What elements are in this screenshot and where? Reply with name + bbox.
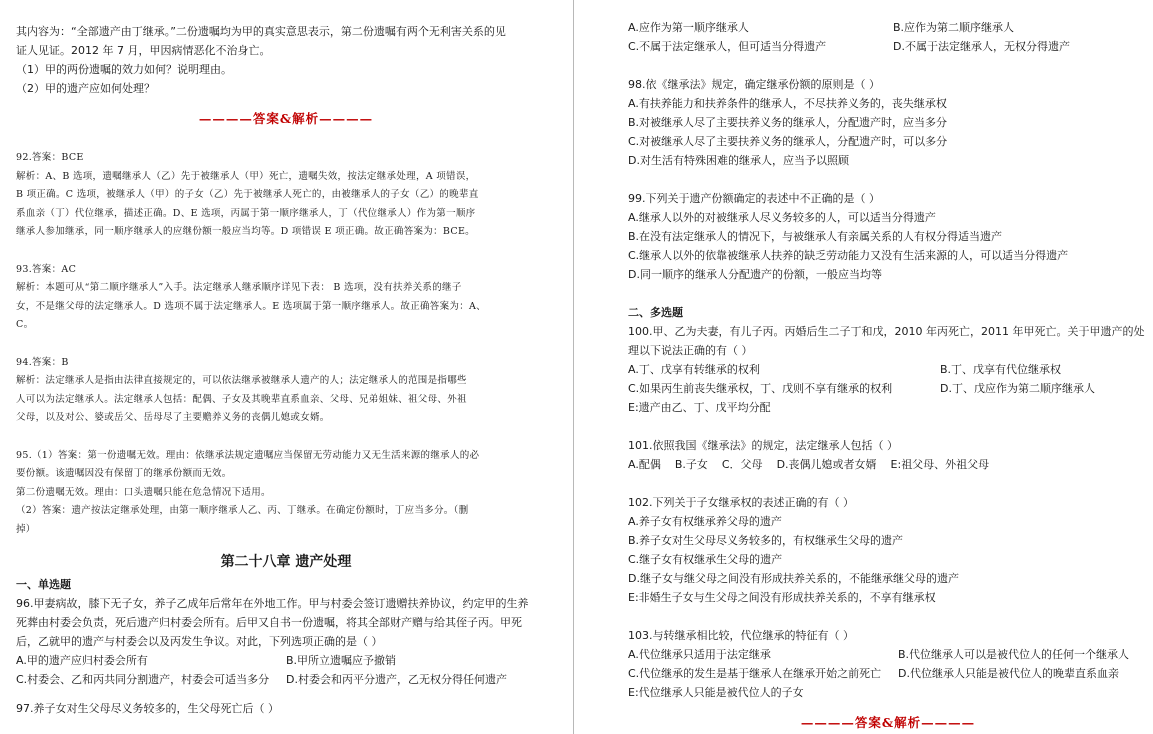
option: E:遗产由乙、丁、戊平均分配 <box>628 401 771 414</box>
answer-93 <box>16 261 522 335</box>
intro-line: 其内容为：“全部遗产由丁继承。”二份遗嘱均为甲的真实意思表示，第二份遗嘱有两个无利害关系的见 <box>16 25 506 38</box>
answer-line: 92.答案：BCE <box>16 152 84 163</box>
question-102 <box>628 493 1133 607</box>
question-99 <box>628 189 1133 284</box>
option: D.对生活有特殊困难的继承人，应当予以照顾 <box>628 154 849 167</box>
answer-line: 人可以为法定继承人。法定继承人包括：配偶、子女及其晚辈直系血亲、父母、兄弟姐妹、祖父母、外祖 <box>16 393 467 405</box>
page-divider <box>573 0 574 734</box>
question-103 <box>628 626 1133 702</box>
answer-heading: ————答案&解析———— <box>198 111 374 126</box>
answer-line: 掉） <box>16 523 36 535</box>
option: D.不属于法定继承人，无权分得遗产 <box>893 40 1070 53</box>
question-line: 101.依照我国《继承法》的规定，法定继承人包括（ ） <box>628 439 898 452</box>
right-column <box>628 18 1145 734</box>
option-row <box>628 645 1133 664</box>
section-heading: 一、单选题 <box>16 578 71 591</box>
option: A.养子女有权继承养父母的遗产 <box>628 515 782 528</box>
option: E:非婚生子女与生父母之间没有形成扶养关系的，不享有继承权 <box>628 591 936 604</box>
answer-line: （2）答案：遗产按法定继承处理，由第一顺序继承人乙、丙、丁继承。在确定份额时，丁应当多分。（删 <box>16 505 469 516</box>
option: B.丁、戊享有代位继承权 <box>940 363 1062 376</box>
option: C．父母 <box>721 458 763 471</box>
question-line: 死葬由村委会负责，死后遗产归村委会所有。后甲又自书一份遗嘱，将其全部财产赠与给其侄子丙。甲死 <box>16 616 522 629</box>
option: A.有扶养能力和扶养条件的继承人，不尽扶养义务的，丧失继承权 <box>628 97 947 110</box>
option: D.继子女与继父母之间没有形成扶养关系的，不能继承继父母的遗产 <box>628 572 959 585</box>
left-column <box>16 22 529 718</box>
option: C.代位继承的发生是基于继承人在继承开始之前死亡 <box>628 667 882 680</box>
question-98 <box>628 75 1133 170</box>
answer-line: 女，不是继父母的法定继承人。D 选项不属于法定继承人。E 选项属于第一顺序继承人。故正确答案为：A、 <box>16 300 486 312</box>
question-line: 96.甲妻病故，膝下无子女，养子乙成年后常年在外地工作。甲与村委会签订遗赠扶养协议，约定甲的生养 <box>16 597 529 610</box>
answer-line: 解析：本题可从“第二顺序继承人”入手。法定继承人继承顺序详见下表： B 选项，没有扶养关系的继子 <box>16 282 462 293</box>
question-97: 97.养子女对生父母尽义务较多的，生父母死亡后（ ） <box>16 702 279 715</box>
question-100 <box>628 322 1145 417</box>
question-line: 后，乙就甲的遗产与村委会以及丙发生争议。对此，下列选项正确的是（ ） <box>16 635 383 648</box>
answer-line: 父母，以及对公、婆或岳父、岳母尽了主要赡养义务的丧偶儿媳或女婿。 <box>16 412 330 423</box>
option: B.在没有法定继承人的情况下，与被继承人有亲属关系的人有权分得适当遗产 <box>628 230 1003 243</box>
question-line: 102.下列关于子女继承权的表述正确的有（ ） <box>628 496 854 509</box>
intro-line: 证人见证。2012 年 7 月，甲因病情恶化不治身亡。 <box>16 44 271 57</box>
answer-line: 解析：法定继承人是指由法律直接规定的，可以依法继承被继承人遗产的人；法定继承人的范围是指哪些 <box>16 375 467 386</box>
option: A.继承人以外的对被继承人尽义务较多的人，可以适当分得遗产 <box>628 211 936 224</box>
option: D.丁、戊应作为第二顺序继承人 <box>940 382 1095 395</box>
answer-line: 解析：A、B 选项，遗嘱继承人（乙）先于被继承人（甲）死亡，遗嘱失效，按法定继承处理，A 项错误， <box>16 170 476 182</box>
answer-line: 继承人参加继承，同一顺序继承人的应继份额一般应当均等。D 项错误 E 项正确。故正确答案为：BCE。 <box>16 226 475 237</box>
option: C.村委会、乙和丙共同分割遗产，村委会可适当多分 <box>16 673 270 686</box>
question-line: 98.依《继承法》规定，确定继承份额的原则是（ ） <box>628 78 880 91</box>
intro-line: （2）甲的遗产应如何处理？ <box>16 82 155 95</box>
answer-line: B 项正确。C 选项，被继承人（甲）的子女（乙）先于被继承人死亡的，由被继承人的子女（乙）的晚辈直 <box>16 189 479 200</box>
option-row <box>628 455 1133 474</box>
answer-line: 93.答案：AC <box>16 263 77 275</box>
chapter-title: 第二十八章 遗产处理 <box>220 554 352 570</box>
option: B.甲所立遗嘱应予撤销 <box>286 654 397 667</box>
option: A.甲的遗产应归村委会所有 <box>16 654 148 667</box>
question-96 <box>16 594 529 689</box>
answer-92 <box>16 149 522 242</box>
option-row <box>16 670 522 689</box>
option: A.代位继承只适用于法定继承 <box>628 648 771 661</box>
option: C.如果丙生前丧失继承权，丁、戊则不享有继承的权利 <box>628 382 893 395</box>
option: B.应作为第二顺序继承人 <box>893 21 1015 34</box>
option: C.继承人以外的依靠被继承人扶养的缺乏劳动能力又没有生活来源的人，可以适当分得遗产 <box>628 249 1069 262</box>
question-line: 100.甲、乙为夫妻，有儿子丙。丙婚后生二子丁和戊，2010 年丙死亡，2011 年甲死亡。关于甲遗产的处 <box>628 325 1145 338</box>
answer-line: 94.答案：B <box>16 356 69 368</box>
intro-line: （1）甲的两份遗嘱的效力如何？说明理由。 <box>16 63 232 76</box>
option-row <box>628 664 1133 683</box>
option: D.村委会和丙平分遗产，乙无权分得任何遗产 <box>286 673 507 686</box>
option: B.养子女对生父母尽义务较多的，有权继承生父母的遗产 <box>628 534 904 547</box>
left-page <box>0 0 572 734</box>
answer-95 <box>16 447 522 540</box>
section-heading: 二、多选题 <box>628 306 683 319</box>
question-101 <box>628 436 1133 474</box>
option-row <box>628 360 1133 379</box>
option: B.代位继承人可以是被代位人的任何一个继承人 <box>898 648 1130 661</box>
option-row <box>628 37 1133 56</box>
question-line: 103.与转继承相比较，代位继承的特征有（ ） <box>628 629 854 642</box>
option: B.对被继承人尽了主要扶养义务的继承人，分配遗产时，应当多分 <box>628 116 948 129</box>
option: A.配偶 <box>628 458 661 471</box>
answer-line: C。 <box>16 319 34 330</box>
option-row <box>628 379 1133 398</box>
option: D.丧偶儿媳或者女婿 <box>776 458 877 471</box>
answer-94 <box>16 354 522 428</box>
answer-heading: ————答案&解析———— <box>800 715 976 730</box>
option-row <box>628 18 1133 37</box>
option: A.丁、戊享有转继承的权利 <box>628 363 760 376</box>
option: A.应作为第一顺序继承人 <box>628 21 749 34</box>
question-line: 理以下说法正确的有（ ） <box>628 344 753 357</box>
answer-line: 95.（1）答案：第一份遗嘱无效。理由：依继承法规定遗嘱应当保留无劳动能力又无生活来源的继承人的必 <box>16 449 480 461</box>
answer-line: 第二份遗嘱无效。理由：口头遗嘱只能在危急情况下适用。 <box>16 486 271 498</box>
option: D.代位继承人只能是被代位人的晚辈直系血亲 <box>898 667 1119 680</box>
option: C.不属于法定继承人，但可适当分得遗产 <box>628 40 827 53</box>
answer-line: 系血亲（丁）代位继承，描述正确。D、E 选项，丙属于第一顺序继承人，丁（代位继承人）作为第一顺序 <box>16 207 476 219</box>
option: C.继子女有权继承生父母的遗产 <box>628 553 783 566</box>
option: C.对被继承人尽了主要扶养义务的继承人，分配遗产时，可以多分 <box>628 135 948 148</box>
option: B.子女 <box>674 458 708 471</box>
option: E:祖父母、外祖父母 <box>890 458 990 471</box>
answer-line: 要份额。该遗嘱因没有保留丁的继承份额而无效。 <box>16 468 232 479</box>
option-row <box>16 651 522 670</box>
right-page <box>576 0 1153 734</box>
question-line: 99.下列关于遗产份额确定的表述中不正确的是（ ） <box>628 192 880 205</box>
option: D.同一顺序的继承人分配遗产的份额，一般应当均等 <box>628 268 882 281</box>
option: E:代位继承人只能是被代位人的子女 <box>628 686 804 699</box>
